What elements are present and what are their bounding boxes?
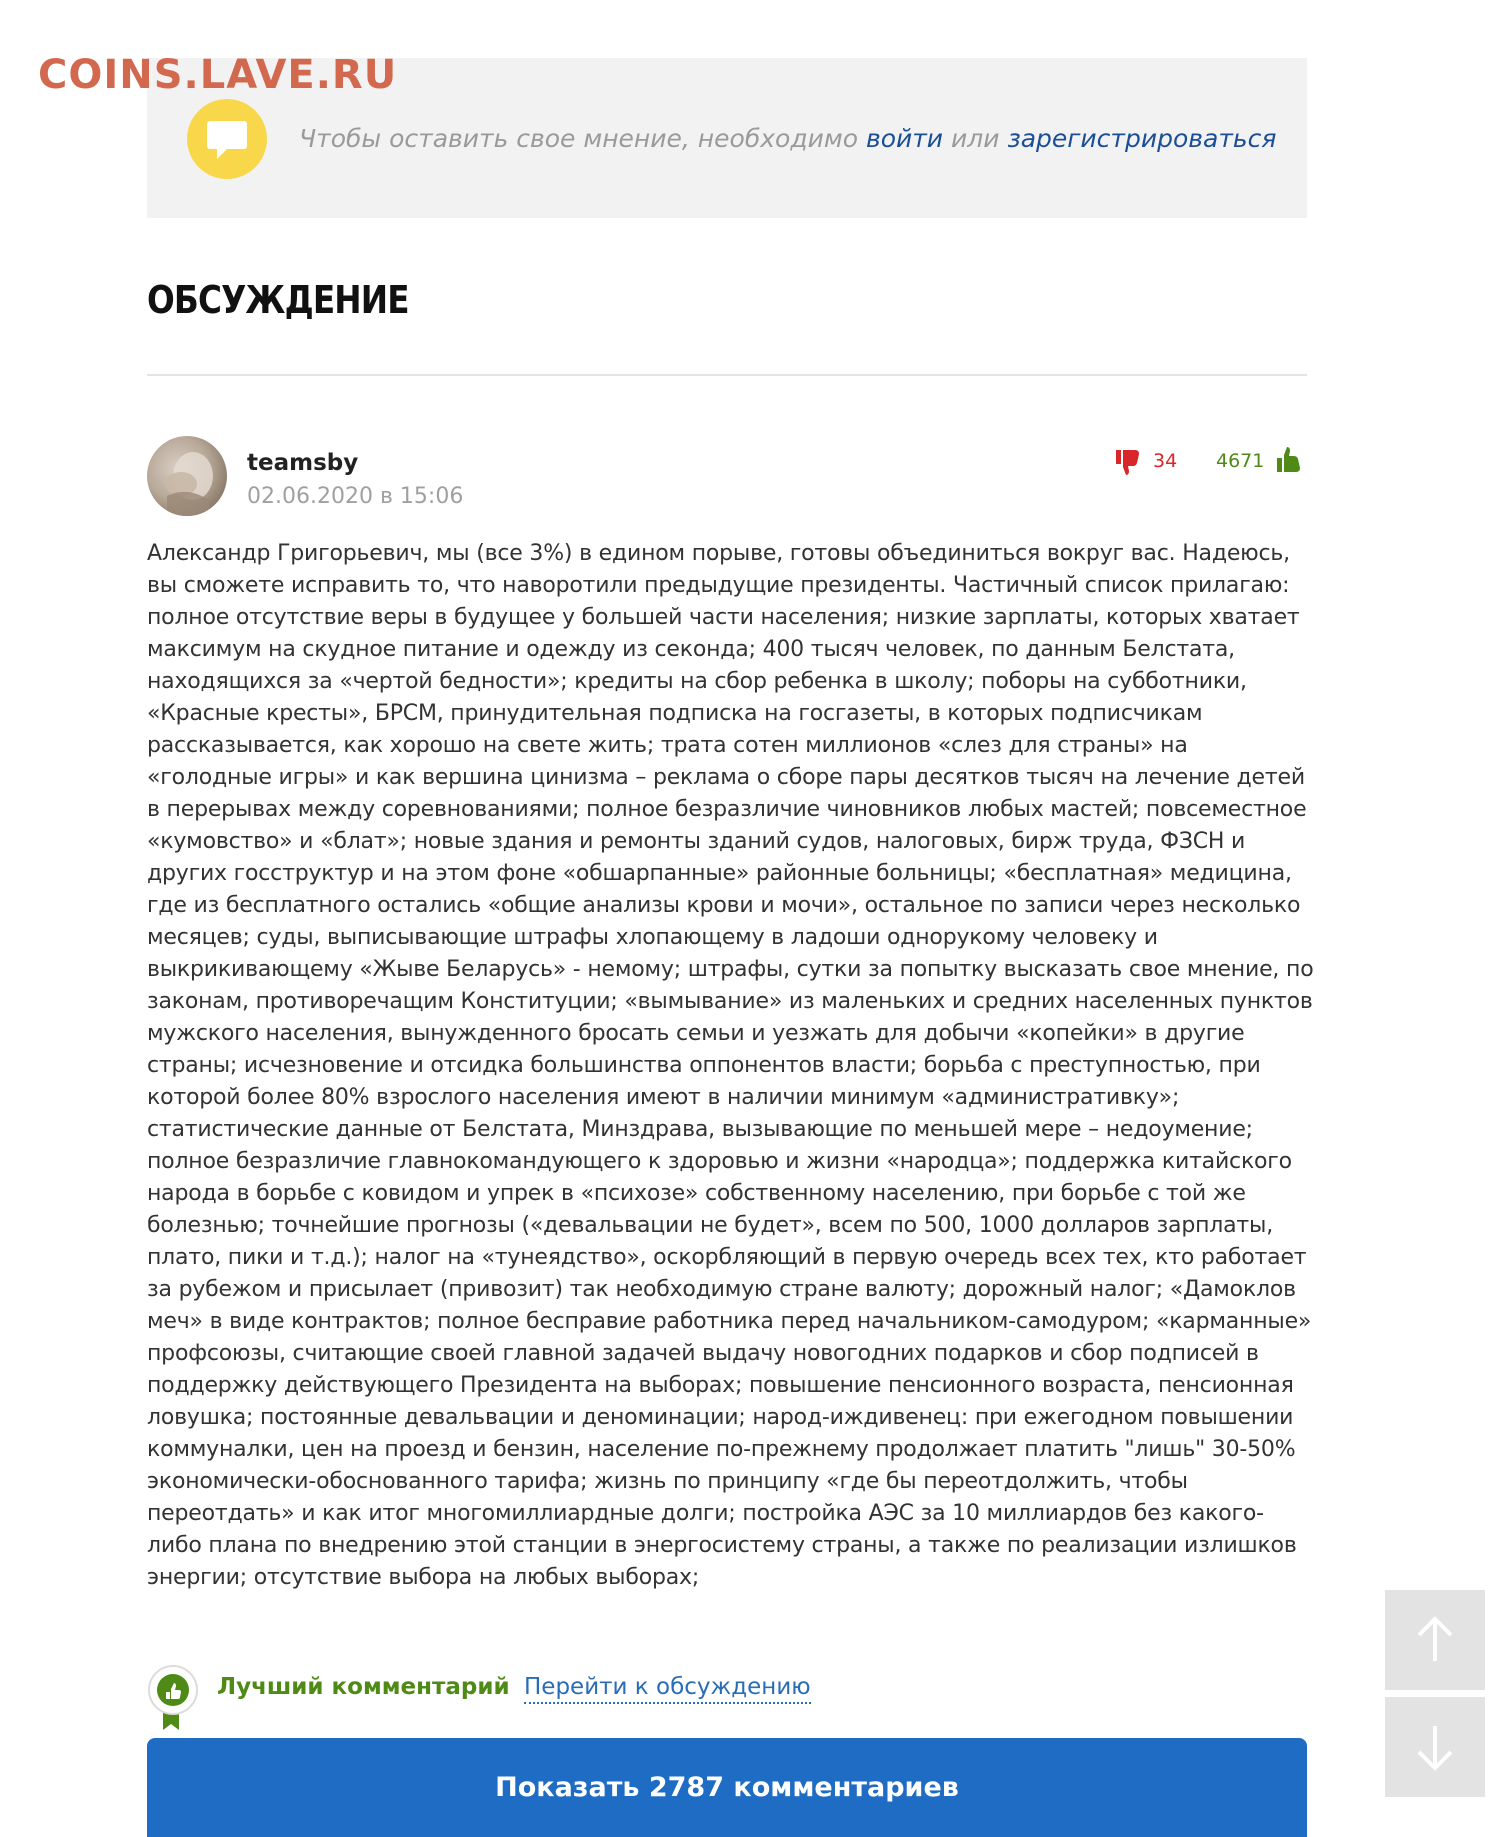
best-comment-label: Лучший комментарий: [217, 1674, 510, 1700]
comment-author[interactable]: teamsby: [247, 450, 359, 476]
comment-paragraph: Александр Григорьевич, мы (все 3%) в едином порыве, готовы объединиться вокруг вас. Надеюсь, вы сможете исправить то, что наворотили предыдущие президенты. Частичный список прилагаю:: [147, 541, 1290, 598]
chat-bubble-icon: [187, 99, 267, 179]
thumbs-down-icon: [1113, 446, 1143, 476]
login-prompt-text: [299, 124, 1276, 153]
login-prompt-label: Чтобы оставить свое мнение, необходимо: [299, 124, 866, 153]
arrow-up-icon: [1415, 1615, 1455, 1665]
like-button[interactable]: [1216, 446, 1304, 476]
login-link[interactable]: войти: [865, 124, 944, 153]
arrow-down-icon: [1415, 1722, 1455, 1772]
register-link[interactable]: зарегистрироваться: [1007, 124, 1277, 153]
best-comment-badge-icon: [147, 1662, 205, 1732]
comment-paragraph: полное отсутствие веры в будущее у большей части населения; низкие зарплаты, которых хватает максимум на скудное питание и одежду из секонда; 400 тысяч человек, по данным Белстата, находящихся за «чертой бедности»; кредиты на сбор ребенка в школу; поборы на субботники, «Красные кресты», БРСМ, принудительная подписка на госгазеты, в которых подписчикам рассказывается, как хорошо на свете жить; трата сотен миллионов «слез для страны» на «голодные игры» и как вершина цинизма – реклама о сборе пары десятков тысяч на лечение детей в перерывах между соревнованиями; полное безразличие чиновников любых мастей; повсеместное «кумовство» и «блат»; новые здания и ремонты зданий судов, налоговых, бирж труда, ФЗСН и других госструктур и на этом фоне «обшарпанные» районные больницы; «бесплатная» медицина, где из бесплатного остались «общие анализы крови и мочи», остальное по записи через несколько месяцев; суды, выписывающие штрафы хлопающему в ладоши однорукому человеку и выкрикивающему «Жыве Беларусь» - немому; штрафы, сутки за попытку высказать свое мнение, по законам, противоречащим Конституции; «вымывание» из маленьких и средних населенных пунктов мужского населения, вынужденного бросать семьи и уезжать для добычи «копейки» в другие страны; исчезновение и отсидка большинства оппонентов власти; борьба с преступностью, при которой более 80% взрослого населения имеют в наличии минимум «административку»; статистические данные от Белстата, Минздрава, вызывающие по меньшей мере – недоумение; полное безразличие главнокомандующего к здоровью и жизни «народца»; поддержка китайского народа в борьбе с ковидом и упрек в «психозе» собственному населению, при борьбе с той же болезнью; точнейшие прогнозы («девальвации не будет», всем по 500, 1000 долларов зарплаты, плато, пики и т.д.); налог на «тунеядство», оскорбляющий в первую очередь всех тех, кто работает за рубежом и присылает (привозит) так необходимую стране валюту; дорожный налог; «Дамоклов меч» в виде контрактов; полное бесправие работника перед начальником-самодуром; «карманные» профсоюзы, считающие своей главной задачей выдачу новогодних подарков и сбор подписей в поддержку действующего Президента на выборах; повышение пенсионного возраста, пенсионная ловушка; постоянные девальвации и деноминации; народ-иждивенец: при ежегодном повышении коммуналки, цен на проезд и бензин, население по-прежнему продолжает платить "лишь" 30-50% экономически-обоснованного тарифа; жизнь по принципу «где бы переотдолжить, чтобы переотдать» и как итог многомиллиардные долги; постройка АЭС за 10 миллиардов без какого-либо плана по внедрению этой станции в энергосистему страны, а также по реализации излишков энергии; отсутствие выбора на любых выборах;: [147, 605, 1314, 1590]
avatar[interactable]: [147, 436, 227, 516]
like-count: 4671: [1216, 450, 1265, 472]
login-prompt-or: или: [943, 124, 1008, 153]
goto-discussion-link[interactable]: Перейти к обсуждению: [524, 1674, 811, 1704]
show-comments-button[interactable]: Показать 2787 комментариев: [147, 1738, 1307, 1837]
thumbs-up-icon: [1274, 446, 1304, 476]
section-title: ОБСУЖДЕНИЕ: [147, 278, 409, 322]
scroll-up-button[interactable]: [1385, 1590, 1485, 1690]
dislike-count: 34: [1153, 450, 1178, 472]
comment-body: [147, 538, 1317, 1594]
site-watermark: COINS.LAVE.RU: [38, 52, 398, 98]
section-divider: [147, 374, 1307, 376]
comment-date: 02.06.2020 в 15:06: [247, 484, 464, 509]
dislike-button[interactable]: [1113, 446, 1177, 476]
scroll-down-button[interactable]: [1385, 1697, 1485, 1797]
